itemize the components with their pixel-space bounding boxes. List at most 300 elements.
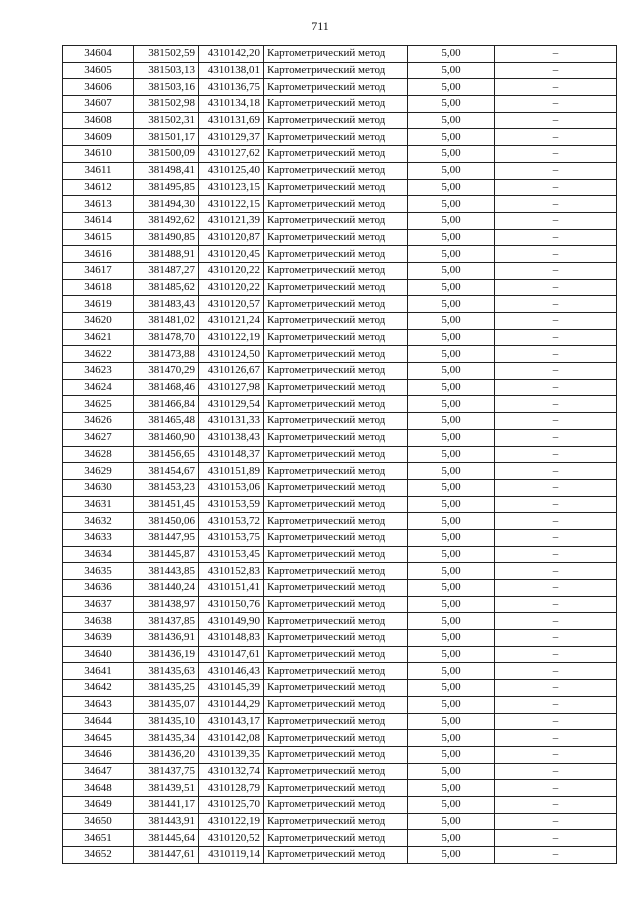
error-value: 5,00 xyxy=(408,363,495,380)
error-value: 5,00 xyxy=(408,663,495,680)
x-coordinate: 381435,34 xyxy=(134,730,199,747)
method-cell: Картометрический метод xyxy=(264,129,408,146)
point-number: 34622 xyxy=(63,346,134,363)
y-coordinate: 4310142,08 xyxy=(199,730,264,747)
table-row xyxy=(63,813,617,830)
x-coordinate: 381441,17 xyxy=(134,796,199,813)
table-row xyxy=(63,79,617,96)
method-cell: Картометрический метод xyxy=(264,246,408,263)
method-cell: Картометрический метод xyxy=(264,279,408,296)
error-value: 5,00 xyxy=(408,79,495,96)
point-number: 34606 xyxy=(63,79,134,96)
point-number: 34639 xyxy=(63,630,134,647)
error-value: 5,00 xyxy=(408,563,495,580)
note-cell: – xyxy=(495,730,617,747)
y-coordinate: 4310132,74 xyxy=(199,763,264,780)
error-value: 5,00 xyxy=(408,429,495,446)
note-cell: – xyxy=(495,830,617,847)
error-value: 5,00 xyxy=(408,630,495,647)
note-cell: – xyxy=(495,313,617,330)
x-coordinate: 381436,19 xyxy=(134,646,199,663)
x-coordinate: 381498,41 xyxy=(134,162,199,179)
table-row xyxy=(63,279,617,296)
method-cell: Картометрический метод xyxy=(264,713,408,730)
method-cell: Картометрический метод xyxy=(264,529,408,546)
error-value: 5,00 xyxy=(408,112,495,129)
y-coordinate: 4310126,67 xyxy=(199,363,264,380)
table-row xyxy=(63,496,617,513)
error-value: 5,00 xyxy=(408,196,495,213)
table-row xyxy=(63,730,617,747)
note-cell: – xyxy=(495,162,617,179)
point-number: 34632 xyxy=(63,513,134,530)
y-coordinate: 4310131,33 xyxy=(199,413,264,430)
y-coordinate: 4310119,14 xyxy=(199,847,264,864)
point-number: 34609 xyxy=(63,129,134,146)
y-coordinate: 4310152,83 xyxy=(199,563,264,580)
method-cell: Картометрический метод xyxy=(264,696,408,713)
y-coordinate: 4310120,87 xyxy=(199,229,264,246)
table-row xyxy=(63,329,617,346)
y-coordinate: 4310139,35 xyxy=(199,746,264,763)
method-cell: Картометрический метод xyxy=(264,379,408,396)
error-value: 5,00 xyxy=(408,780,495,797)
x-coordinate: 381435,07 xyxy=(134,696,199,713)
point-number: 34649 xyxy=(63,796,134,813)
error-value: 5,00 xyxy=(408,746,495,763)
method-cell: Картометрический метод xyxy=(264,329,408,346)
point-number: 34637 xyxy=(63,596,134,613)
y-coordinate: 4310129,54 xyxy=(199,396,264,413)
x-coordinate: 381460,90 xyxy=(134,429,199,446)
x-coordinate: 381447,95 xyxy=(134,529,199,546)
note-cell: – xyxy=(495,363,617,380)
table-row xyxy=(63,646,617,663)
table-row xyxy=(63,529,617,546)
table-row xyxy=(63,196,617,213)
note-cell: – xyxy=(495,746,617,763)
x-coordinate: 381447,61 xyxy=(134,847,199,864)
table-row xyxy=(63,563,617,580)
table-row xyxy=(63,479,617,496)
table-row xyxy=(63,246,617,263)
method-cell: Картометрический метод xyxy=(264,646,408,663)
error-value: 5,00 xyxy=(408,129,495,146)
error-value: 5,00 xyxy=(408,212,495,229)
table-row xyxy=(63,546,617,563)
table-row xyxy=(63,429,617,446)
table-row xyxy=(63,513,617,530)
method-cell: Картометрический метод xyxy=(264,796,408,813)
error-value: 5,00 xyxy=(408,796,495,813)
error-value: 5,00 xyxy=(408,346,495,363)
error-value: 5,00 xyxy=(408,763,495,780)
note-cell: – xyxy=(495,680,617,697)
x-coordinate: 381435,63 xyxy=(134,663,199,680)
method-cell: Картометрический метод xyxy=(264,212,408,229)
point-number: 34638 xyxy=(63,613,134,630)
point-number: 34607 xyxy=(63,96,134,113)
table-row xyxy=(63,46,617,63)
x-coordinate: 381483,43 xyxy=(134,296,199,313)
x-coordinate: 381490,85 xyxy=(134,229,199,246)
method-cell: Картометрический метод xyxy=(264,162,408,179)
point-number: 34636 xyxy=(63,580,134,597)
method-cell: Картометрический метод xyxy=(264,363,408,380)
error-value: 5,00 xyxy=(408,246,495,263)
point-number: 34641 xyxy=(63,663,134,680)
x-coordinate: 381500,09 xyxy=(134,146,199,163)
x-coordinate: 381494,30 xyxy=(134,196,199,213)
error-value: 5,00 xyxy=(408,329,495,346)
y-coordinate: 4310121,24 xyxy=(199,313,264,330)
x-coordinate: 381437,75 xyxy=(134,763,199,780)
y-coordinate: 4310153,75 xyxy=(199,529,264,546)
point-number: 34650 xyxy=(63,813,134,830)
point-number: 34635 xyxy=(63,563,134,580)
method-cell: Картометрический метод xyxy=(264,196,408,213)
error-value: 5,00 xyxy=(408,596,495,613)
note-cell: – xyxy=(495,196,617,213)
y-coordinate: 4310151,89 xyxy=(199,463,264,480)
error-value: 5,00 xyxy=(408,62,495,79)
point-number: 34646 xyxy=(63,746,134,763)
point-number: 34633 xyxy=(63,529,134,546)
y-coordinate: 4310121,39 xyxy=(199,212,264,229)
point-number: 34652 xyxy=(63,847,134,864)
method-cell: Картометрический метод xyxy=(264,680,408,697)
error-value: 5,00 xyxy=(408,479,495,496)
error-value: 5,00 xyxy=(408,179,495,196)
y-coordinate: 4310125,70 xyxy=(199,796,264,813)
y-coordinate: 4310148,83 xyxy=(199,630,264,647)
point-number: 34615 xyxy=(63,229,134,246)
note-cell: – xyxy=(495,212,617,229)
y-coordinate: 4310147,61 xyxy=(199,646,264,663)
note-cell: – xyxy=(495,446,617,463)
point-number: 34612 xyxy=(63,179,134,196)
note-cell: – xyxy=(495,229,617,246)
table-row xyxy=(63,763,617,780)
y-coordinate: 4310120,57 xyxy=(199,296,264,313)
x-coordinate: 381481,02 xyxy=(134,313,199,330)
error-value: 5,00 xyxy=(408,496,495,513)
note-cell: – xyxy=(495,46,617,63)
y-coordinate: 4310120,45 xyxy=(199,246,264,263)
x-coordinate: 381502,31 xyxy=(134,112,199,129)
table-row xyxy=(63,179,617,196)
method-cell: Картометрический метод xyxy=(264,429,408,446)
method-cell: Картометрический метод xyxy=(264,463,408,480)
x-coordinate: 381502,59 xyxy=(134,46,199,63)
table-row xyxy=(63,796,617,813)
table-row xyxy=(63,680,617,697)
note-cell: – xyxy=(495,496,617,513)
note-cell: – xyxy=(495,630,617,647)
note-cell: – xyxy=(495,780,617,797)
error-value: 5,00 xyxy=(408,529,495,546)
error-value: 5,00 xyxy=(408,446,495,463)
error-value: 5,00 xyxy=(408,696,495,713)
table-row xyxy=(63,396,617,413)
error-value: 5,00 xyxy=(408,313,495,330)
y-coordinate: 4310138,01 xyxy=(199,62,264,79)
x-coordinate: 381501,17 xyxy=(134,129,199,146)
point-number: 34630 xyxy=(63,479,134,496)
method-cell: Картометрический метод xyxy=(264,813,408,830)
y-coordinate: 4310144,29 xyxy=(199,696,264,713)
method-cell: Картометрический метод xyxy=(264,563,408,580)
y-coordinate: 4310153,72 xyxy=(199,513,264,530)
table-row xyxy=(63,129,617,146)
y-coordinate: 4310153,06 xyxy=(199,479,264,496)
table-row xyxy=(63,313,617,330)
method-cell: Картометрический метод xyxy=(264,112,408,129)
x-coordinate: 381465,48 xyxy=(134,413,199,430)
method-cell: Картометрический метод xyxy=(264,830,408,847)
method-cell: Картометрический метод xyxy=(264,613,408,630)
table-row xyxy=(63,262,617,279)
table-row xyxy=(63,112,617,129)
point-number: 34648 xyxy=(63,780,134,797)
table-row xyxy=(63,696,617,713)
error-value: 5,00 xyxy=(408,146,495,163)
table-row xyxy=(63,847,617,864)
point-number: 34608 xyxy=(63,112,134,129)
point-number: 34623 xyxy=(63,363,134,380)
point-number: 34613 xyxy=(63,196,134,213)
table-row xyxy=(63,62,617,79)
point-number: 34614 xyxy=(63,212,134,229)
note-cell: – xyxy=(495,279,617,296)
x-coordinate: 381435,25 xyxy=(134,680,199,697)
table-row xyxy=(63,780,617,797)
method-cell: Картометрический метод xyxy=(264,479,408,496)
table-row xyxy=(63,446,617,463)
x-coordinate: 381456,65 xyxy=(134,446,199,463)
table-row xyxy=(63,413,617,430)
method-cell: Картометрический метод xyxy=(264,580,408,597)
y-coordinate: 4310127,62 xyxy=(199,146,264,163)
x-coordinate: 381454,67 xyxy=(134,463,199,480)
table-row xyxy=(63,746,617,763)
x-coordinate: 381492,62 xyxy=(134,212,199,229)
y-coordinate: 4310146,43 xyxy=(199,663,264,680)
note-cell: – xyxy=(495,763,617,780)
error-value: 5,00 xyxy=(408,680,495,697)
point-number: 34628 xyxy=(63,446,134,463)
note-cell: – xyxy=(495,663,617,680)
y-coordinate: 4310131,69 xyxy=(199,112,264,129)
note-cell: – xyxy=(495,796,617,813)
point-number: 34620 xyxy=(63,313,134,330)
x-coordinate: 381439,51 xyxy=(134,780,199,797)
method-cell: Картометрический метод xyxy=(264,296,408,313)
error-value: 5,00 xyxy=(408,379,495,396)
method-cell: Картометрический метод xyxy=(264,596,408,613)
error-value: 5,00 xyxy=(408,396,495,413)
x-coordinate: 381438,97 xyxy=(134,596,199,613)
error-value: 5,00 xyxy=(408,580,495,597)
point-number: 34624 xyxy=(63,379,134,396)
method-cell: Картометрический метод xyxy=(264,847,408,864)
note-cell: – xyxy=(495,296,617,313)
note-cell: – xyxy=(495,112,617,129)
y-coordinate: 4310122,19 xyxy=(199,329,264,346)
x-coordinate: 381503,13 xyxy=(134,62,199,79)
table-row xyxy=(63,363,617,380)
method-cell: Картометрический метод xyxy=(264,446,408,463)
method-cell: Картометрический метод xyxy=(264,346,408,363)
y-coordinate: 4310149,90 xyxy=(199,613,264,630)
y-coordinate: 4310127,98 xyxy=(199,379,264,396)
x-coordinate: 381445,64 xyxy=(134,830,199,847)
x-coordinate: 381473,88 xyxy=(134,346,199,363)
method-cell: Картометрический метод xyxy=(264,413,408,430)
table-row xyxy=(63,830,617,847)
table-body xyxy=(63,46,617,864)
method-cell: Картометрический метод xyxy=(264,780,408,797)
note-cell: – xyxy=(495,563,617,580)
point-number: 34647 xyxy=(63,763,134,780)
table-row xyxy=(63,596,617,613)
note-cell: – xyxy=(495,847,617,864)
point-number: 34616 xyxy=(63,246,134,263)
table-row xyxy=(63,663,617,680)
table-row xyxy=(63,146,617,163)
table-row xyxy=(63,580,617,597)
method-cell: Картометрический метод xyxy=(264,546,408,563)
method-cell: Картометрический метод xyxy=(264,630,408,647)
y-coordinate: 4310134,18 xyxy=(199,96,264,113)
y-coordinate: 4310120,22 xyxy=(199,279,264,296)
method-cell: Картометрический метод xyxy=(264,262,408,279)
method-cell: Картометрический метод xyxy=(264,96,408,113)
y-coordinate: 4310128,79 xyxy=(199,780,264,797)
note-cell: – xyxy=(495,463,617,480)
x-coordinate: 381466,84 xyxy=(134,396,199,413)
method-cell: Картометрический метод xyxy=(264,46,408,63)
y-coordinate: 4310145,39 xyxy=(199,680,264,697)
point-number: 34627 xyxy=(63,429,134,446)
error-value: 5,00 xyxy=(408,546,495,563)
page-number: 711 xyxy=(311,19,329,33)
y-coordinate: 4310153,59 xyxy=(199,496,264,513)
note-cell: – xyxy=(495,346,617,363)
table-row xyxy=(63,162,617,179)
method-cell: Картометрический метод xyxy=(264,496,408,513)
x-coordinate: 381468,46 xyxy=(134,379,199,396)
point-number: 34644 xyxy=(63,713,134,730)
x-coordinate: 381440,24 xyxy=(134,580,199,597)
error-value: 5,00 xyxy=(408,162,495,179)
method-cell: Картометрический метод xyxy=(264,179,408,196)
x-coordinate: 381488,91 xyxy=(134,246,199,263)
error-value: 5,00 xyxy=(408,279,495,296)
table-row xyxy=(63,229,617,246)
point-number: 34605 xyxy=(63,62,134,79)
method-cell: Картометрический метод xyxy=(264,146,408,163)
note-cell: – xyxy=(495,396,617,413)
x-coordinate: 381451,45 xyxy=(134,496,199,513)
method-cell: Картометрический метод xyxy=(264,79,408,96)
x-coordinate: 381443,91 xyxy=(134,813,199,830)
y-coordinate: 4310122,15 xyxy=(199,196,264,213)
table-row xyxy=(63,613,617,630)
error-value: 5,00 xyxy=(408,46,495,63)
note-cell: – xyxy=(495,479,617,496)
point-number: 34618 xyxy=(63,279,134,296)
point-number: 34625 xyxy=(63,396,134,413)
x-coordinate: 381453,23 xyxy=(134,479,199,496)
x-coordinate: 381478,70 xyxy=(134,329,199,346)
x-coordinate: 381443,85 xyxy=(134,563,199,580)
note-cell: – xyxy=(495,246,617,263)
error-value: 5,00 xyxy=(408,713,495,730)
method-cell: Картометрический метод xyxy=(264,62,408,79)
note-cell: – xyxy=(495,529,617,546)
x-coordinate: 381437,85 xyxy=(134,613,199,630)
note-cell: – xyxy=(495,613,617,630)
note-cell: – xyxy=(495,79,617,96)
note-cell: – xyxy=(495,546,617,563)
table-row xyxy=(63,379,617,396)
point-number: 34604 xyxy=(63,46,134,63)
error-value: 5,00 xyxy=(408,847,495,864)
x-coordinate: 381485,62 xyxy=(134,279,199,296)
table-row xyxy=(63,96,617,113)
note-cell: – xyxy=(495,646,617,663)
y-coordinate: 4310143,17 xyxy=(199,713,264,730)
y-coordinate: 4310120,52 xyxy=(199,830,264,847)
note-cell: – xyxy=(495,62,617,79)
method-cell: Картометрический метод xyxy=(264,313,408,330)
point-number: 34626 xyxy=(63,413,134,430)
point-number: 34617 xyxy=(63,262,134,279)
note-cell: – xyxy=(495,429,617,446)
point-number: 34640 xyxy=(63,646,134,663)
method-cell: Картометрический метод xyxy=(264,763,408,780)
error-value: 5,00 xyxy=(408,413,495,430)
error-value: 5,00 xyxy=(408,513,495,530)
y-coordinate: 4310150,76 xyxy=(199,596,264,613)
error-value: 5,00 xyxy=(408,730,495,747)
y-coordinate: 4310153,45 xyxy=(199,546,264,563)
x-coordinate: 381450,06 xyxy=(134,513,199,530)
x-coordinate: 381435,10 xyxy=(134,713,199,730)
note-cell: – xyxy=(495,262,617,279)
method-cell: Картометрический метод xyxy=(264,746,408,763)
table-row xyxy=(63,346,617,363)
point-number: 34619 xyxy=(63,296,134,313)
note-cell: – xyxy=(495,329,617,346)
table-row xyxy=(63,212,617,229)
table-row xyxy=(63,296,617,313)
y-coordinate: 4310129,37 xyxy=(199,129,264,146)
x-coordinate: 381445,87 xyxy=(134,546,199,563)
method-cell: Картометрический метод xyxy=(264,730,408,747)
x-coordinate: 381503,16 xyxy=(134,79,199,96)
note-cell: – xyxy=(495,129,617,146)
note-cell: – xyxy=(495,179,617,196)
y-coordinate: 4310124,50 xyxy=(199,346,264,363)
x-coordinate: 381502,98 xyxy=(134,96,199,113)
error-value: 5,00 xyxy=(408,96,495,113)
error-value: 5,00 xyxy=(408,296,495,313)
y-coordinate: 4310151,41 xyxy=(199,580,264,597)
method-cell: Картометрический метод xyxy=(264,513,408,530)
y-coordinate: 4310138,43 xyxy=(199,429,264,446)
